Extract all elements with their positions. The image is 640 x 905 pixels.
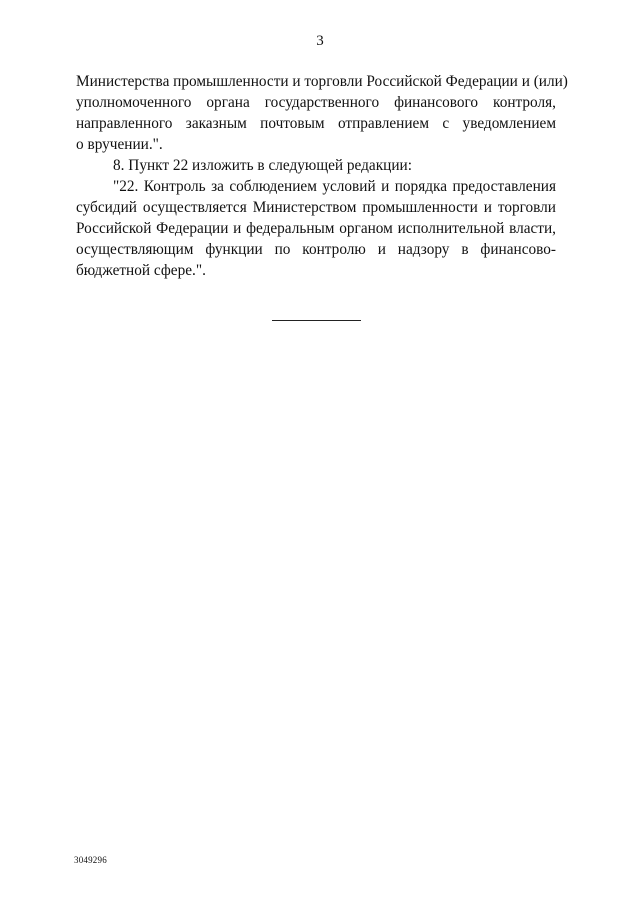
text-line: Министерства промышленности и торговли Российской Федерации и (или): [76, 73, 568, 90]
text-line: "22. Контроль за соблюдением условий и порядка предоставления: [113, 178, 556, 195]
document-body: [76, 71, 568, 281]
page-number: 3: [316, 33, 324, 49]
text-line: осуществляющим функции по контролю и надзору в финансово-: [76, 241, 556, 258]
end-separator-line: [272, 320, 361, 321]
text-line: бюджетной сфере.".: [76, 262, 206, 279]
text-line: Российской Федерации и федеральным органом исполнительной власти,: [76, 220, 556, 237]
text-line: 8. Пункт 22 изложить в следующей редакции:: [113, 157, 412, 174]
document-id: 3049296: [74, 855, 107, 865]
text-line: субсидий осуществляется Министерством промышленности и торговли: [76, 199, 556, 216]
text-line: направленного заказным почтовым отправлением с уведомлением: [76, 115, 556, 132]
text-line: уполномоченного органа государственного финансового контроля,: [76, 94, 556, 111]
text-line: о вручении.".: [76, 136, 163, 153]
